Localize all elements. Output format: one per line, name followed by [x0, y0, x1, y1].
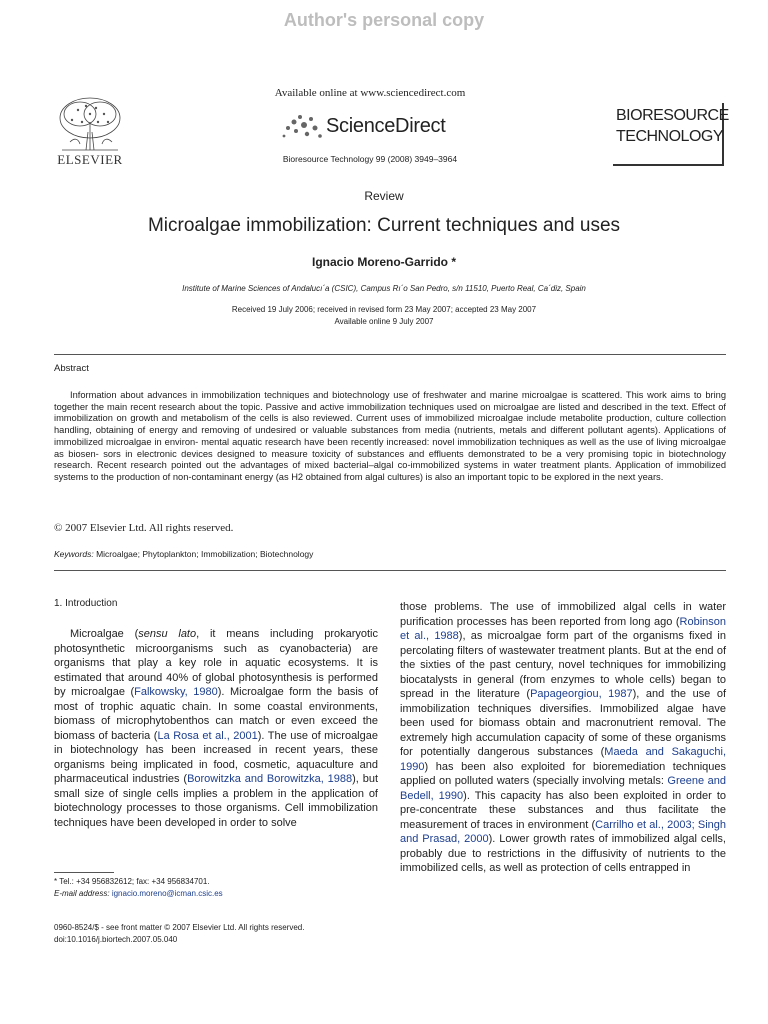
- abstract-text: Information about advances in immobilization techniques and biotechnology use of freshwater and marine microalgae is scattered. This work aims to bring together the main recent research about the topic. Passive and active immobilization techniques used on microalgae are listed and described in the text. Effect of immobilization on growth and metabolism of the cells is also reviewed. Current uses of immobilized microalgae include metabolite production, culture collection handling, obtaining of energy and removing of undesired or valuable substances from media (nutrients, metals and different pollutant agents). Applications of immobilized microalgae in environ- mental aquatic research have been recently increased: novel immobilization techniques as well as the use of living microalgae as biosen- sors in electronic devices designed to measure toxicity of substances and effluents demonstrated to be a very promising topic in biotechnology research. Recent research pointed out the advantages of mixed bacterial–algal co-immobilized systems in water treatment plants. Application of immobilized systems to the production of non-contaminant energy (as H2 obtained from algal cultures) is also an important topic to be explored in the next years.: [54, 390, 726, 482]
- divider-bottom: [54, 570, 726, 571]
- article-dates: [0, 304, 768, 328]
- keywords-label: Keywords:: [54, 549, 94, 559]
- body-column-left: Microalgae (sensu lato, it means including prokaryotic photosynthetic microorganisms such as cyanobacteria) are organisms that play a key role in aquatic ecosystems. It is estimated that around 40% of global photosynthesis is performed by microalgae (Falkowsky, 1980). Microalgae form the basis of most of trophic aquatic chain. In some coastal environments, biomass of microphytobenthos can match or even exceed the biomass of bacteria (La Rosa et al., 2001). The use of microalgae in biotechnology has been increased in recent years, these organisms being implicated in food, cosmetic, aquaculture and pharmaceutical industries (Borowitzka and Borowitzka, 1988), but small size of single cells implies a problem in the application of biotechnology processes to those organisms. Cell immobilization techniques have been developed in order to solve: [54, 628, 379, 829]
- journal-logo-line2: TECHNOLOGY: [616, 128, 724, 145]
- citation-greene[interactable]: Greene and Bedell, 1990: [400, 775, 726, 802]
- watermark: Author's personal copy: [283, 10, 485, 30]
- divider-top: [54, 354, 726, 355]
- available-online: Available online at www.sciencedirect.com: [274, 87, 466, 99]
- footnote-email: E-mail address: ignacio.moreno@icman.csic.es: [54, 888, 223, 898]
- footnote: [54, 876, 374, 899]
- body-column-right: those problems. The use of immobilized algal cells in water purification processes has been reported from long ago (Robinson et al., 1988), as microalgae form part of the organisms fixed in percolating filters of wastewater treatment plants. But at the end of the sixties of the past century, novel techniques for immobilizing biocatalysts in general (from enzymes to whole cells) began to spread in the literature (Papageorgiou, 1987), and the use of immobilization techniques diversifies. Immobilized algae have been used for biomass obtain and macronutrient removal. The extremely high accumulation capacity of some of these organisms for potentially dangerous substances (Maeda and Sakaguchi, 1990) has been also exploited for bioremediation techniques applied on polluted waters (specially involving metals: Greene and Bedell, 1990). This capacity has also been exploited in order to pre-concentrate these substances and thus facilitate the measurement of traces in environment (Carrilho et al., 2003; Singh and Prasad, 2000). Lower growth rates of immobilized algal cells, probably due to restrictions in the diffusivity of nutrients to the immobilized cells, as well as protection of cells entrapped in: [400, 601, 727, 874]
- keywords-list: Microalgae; Phytoplankton; Immobilization; Biotechnology: [96, 549, 314, 559]
- issn-line: 0960-8524/$ - see front matter © 2007 Elsevier Ltd. All rights reserved.: [54, 923, 305, 932]
- journal-reference: Bioresource Technology 99 (2008) 3949–3964: [282, 154, 458, 164]
- abstract-heading: Abstract: [54, 363, 89, 374]
- article-type: Review: [364, 189, 404, 203]
- citation-papageorgiou[interactable]: Papageorgiou, 1987: [530, 688, 633, 700]
- abstract-copyright: © 2007 Elsevier Ltd. All rights reserved.: [54, 522, 234, 534]
- sciencedirect-wordmark: ScienceDirect: [326, 115, 446, 137]
- citation-carrilho-singh[interactable]: Carrilho et al., 2003; Singh and Prasad, 2000: [400, 818, 726, 845]
- citation-robinson[interactable]: Robinson et al., 1988: [400, 615, 726, 642]
- footnote-rule: [54, 872, 114, 873]
- article-title: Microalgae immobilization: Current techniques and uses: [147, 215, 621, 236]
- dates-available: Available online 9 July 2007: [334, 317, 434, 326]
- doi-line[interactable]: doi:10.1016/j.biortech.2007.05.040: [54, 935, 178, 944]
- citation-falkowsky[interactable]: Falkowsky, 1980: [134, 686, 218, 698]
- author-affiliation: Institute of Marine Sciences of Andalucı´a (CSIC), Campus Rı´o San Pedro, s/n 11510, Puerto Real, Ca´diz, Spain: [182, 284, 586, 293]
- section-heading-introduction: 1. Introduction: [54, 598, 118, 609]
- citation-la-rosa[interactable]: La Rosa et al., 2001: [157, 729, 258, 742]
- publisher-name: ELSEVIER: [57, 152, 123, 167]
- dates-received: Received 19 July 2006; received in revised form 23 May 2007; accepted 23 May 2007: [231, 305, 537, 314]
- journal-logo-line1: BIORESOURCE: [616, 107, 729, 124]
- bottom-meta: [54, 922, 304, 946]
- email-link[interactable]: ignacio.moreno@icman.csic.es: [111, 888, 223, 898]
- author-name: Ignacio Moreno-Garrido *: [311, 255, 456, 269]
- footnote-tel: * Tel.: +34 956832612; fax: +34 956834701.: [54, 877, 210, 886]
- citation-maeda[interactable]: Maeda and Sakaguchi, 1990: [400, 746, 726, 773]
- keywords: [54, 549, 313, 559]
- citation-borowitzka[interactable]: Borowitzka and Borowitzka, 1988: [187, 773, 353, 785]
